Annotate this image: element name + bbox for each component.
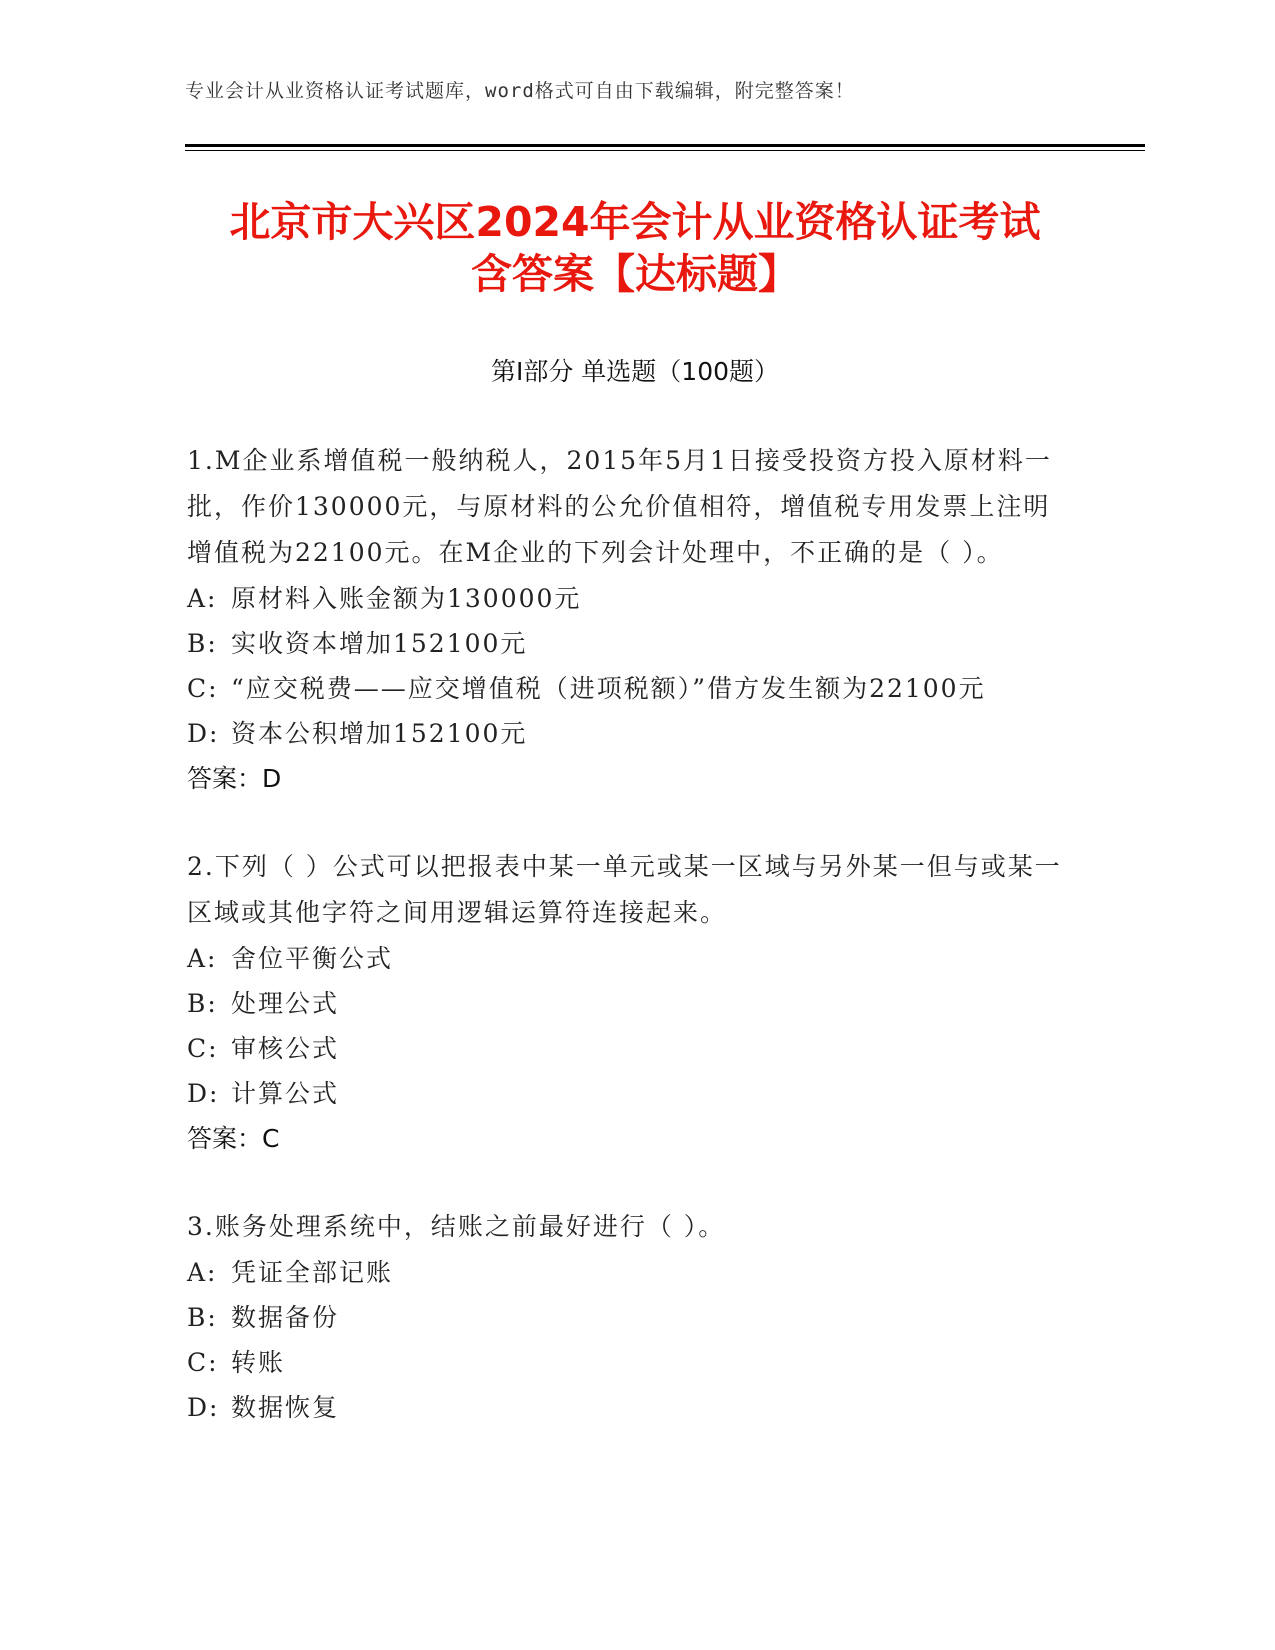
document-title-line-1: 北京市大兴区2024年会计从业资格认证考试 <box>229 198 1041 246</box>
question-1 <box>187 438 1067 802</box>
question-1-answer: 答案：D <box>187 764 282 793</box>
option-key: A: <box>187 944 218 973</box>
question-3-option-d <box>187 1385 1067 1430</box>
option-text: 计算公式 <box>231 1079 340 1108</box>
option-text: 实收资本增加152100元 <box>231 629 528 658</box>
question-1-option-c <box>187 666 1067 711</box>
question-3-option-b <box>187 1295 1067 1340</box>
option-text: 处理公式 <box>231 989 340 1018</box>
question-2-option-c <box>187 1026 1067 1071</box>
option-text: 数据恢复 <box>231 1393 340 1422</box>
question-2-stem: 2.下列（ ）公式可以把报表中某一单元或某一区域与另外某一但与或某一区域或其他字符之间用逻辑运算符连接起来。 <box>187 852 1062 927</box>
option-text: 凭证全部记账 <box>231 1258 394 1287</box>
option-key: A: <box>187 1258 218 1287</box>
option-key: C: <box>187 674 219 703</box>
option-key: C: <box>187 1348 219 1377</box>
option-text: 资本公积增加152100元 <box>231 719 528 748</box>
option-text: 审核公式 <box>231 1034 340 1063</box>
option-key: A: <box>187 584 218 613</box>
document-title-line-2: 含答案【达标题】 <box>471 250 799 298</box>
question-1-option-d <box>187 711 1067 756</box>
question-2-option-d <box>187 1071 1067 1116</box>
question-3-option-a <box>187 1250 1067 1295</box>
question-1-option-b <box>187 621 1067 666</box>
question-3-option-c <box>187 1340 1067 1385</box>
question-2-option-a <box>187 936 1067 981</box>
section-heading: 第Ⅰ部分 单选题（100题） <box>490 357 780 386</box>
question-2 <box>187 844 1067 1162</box>
option-text: 舍位平衡公式 <box>231 944 394 973</box>
question-2-option-b <box>187 981 1067 1026</box>
question-list <box>187 438 1067 1472</box>
option-text: “应交税费——应交增值税（进项税额）”借方发生额为22100元 <box>231 674 986 703</box>
option-text: 转账 <box>231 1348 286 1377</box>
header-rule-thin <box>185 150 1145 151</box>
option-key: B: <box>187 989 218 1018</box>
document-title <box>185 196 1085 300</box>
question-2-answer: 答案：C <box>187 1124 280 1153</box>
question-1-stem: 1.M企业系增值税一般纳税人，2015年5月1日接受投资方投入原材料一批，作价130000元，与原材料的公允价值相符，增值税专用发票上注明增值税为22100元。在M企业的下列会计处理中，不正确的是（ ）。 <box>187 446 1052 567</box>
question-1-option-a <box>187 576 1067 621</box>
option-text: 原材料入账金额为130000元 <box>231 584 582 613</box>
question-3 <box>187 1204 1067 1430</box>
option-key: D: <box>187 1079 220 1108</box>
header-note: 专业会计从业资格认证考试题库，word格式可自由下载编辑，附完整答案！ <box>185 80 855 102</box>
option-key: D: <box>187 719 220 748</box>
header-rule-thick <box>185 144 1145 147</box>
option-key: B: <box>187 629 218 658</box>
option-key: B: <box>187 1303 218 1332</box>
question-3-stem: 3.账务处理系统中，结账之前最好进行（ ）。 <box>187 1212 726 1241</box>
option-key: C: <box>187 1034 219 1063</box>
option-key: D: <box>187 1393 220 1422</box>
option-text: 数据备份 <box>231 1303 340 1332</box>
